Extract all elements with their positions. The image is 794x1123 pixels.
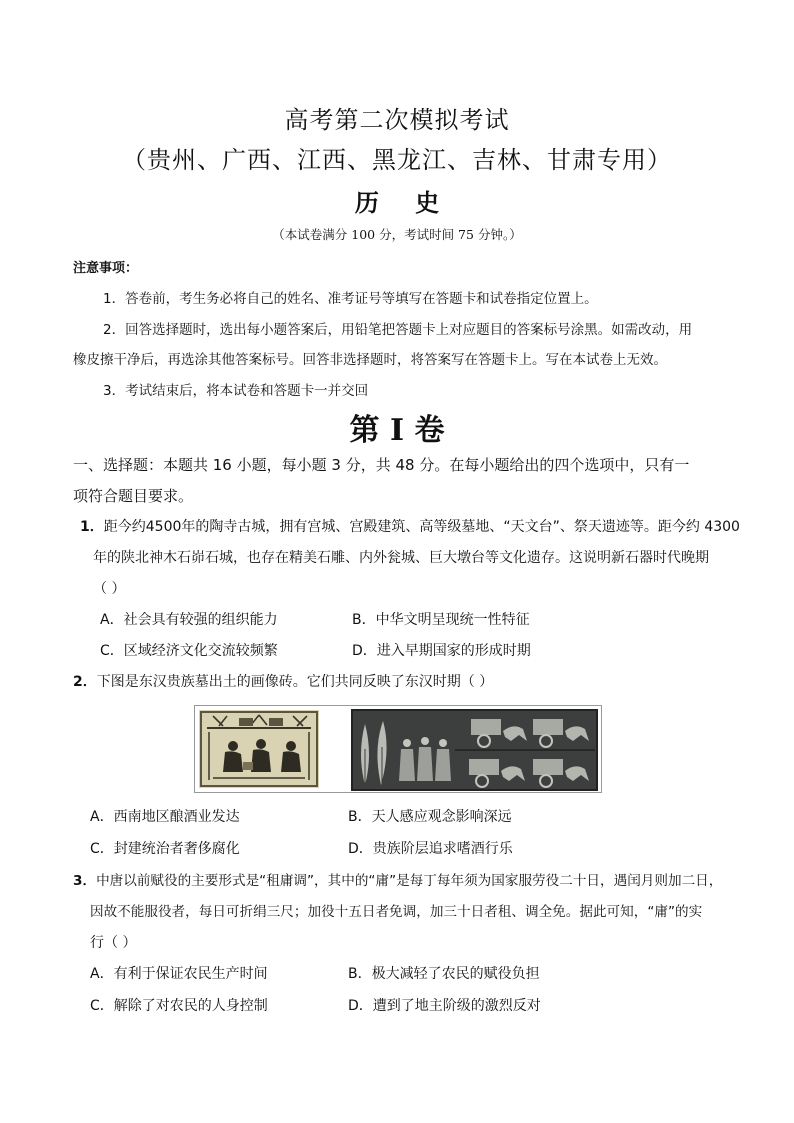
question-2-option-b: B．天人感应观念影响深远 xyxy=(348,809,512,825)
question-3-option-d: D．遭到了地主阶级的激烈反对 xyxy=(348,998,541,1014)
section-title: 第 I 卷 xyxy=(349,413,445,448)
question-number: 2． xyxy=(73,674,97,690)
mc-intro-line-1: 一、选择题：本题共 16 小题，每小题 3 分，共 48 分。在每小题给出的四个选项中，只有一 xyxy=(73,456,690,474)
exam-title: 高考第二次模拟考试 xyxy=(284,106,510,134)
question-number: 3． xyxy=(73,873,97,889)
exam-subtitle: （贵州、广西、江西、黑龙江、吉林、甘肃专用） xyxy=(122,146,672,174)
question-text: 中唐以前赋役的主要形式是“租庸调”，其中的“庸”是每丁每年须为国家服劳役二十日，遇闰月则加二日， xyxy=(96,873,723,889)
question-3-option-b: B．极大减轻了农民的赋役负担 xyxy=(348,966,540,982)
question-number: 1． xyxy=(80,519,104,535)
notice-heading: 注意事项： xyxy=(73,261,139,276)
question-3-option-a: A．有利于保证农民生产时间 xyxy=(90,966,268,982)
notice-item-2-continued: 橡皮擦干净后，再选涂其他答案标号。回答非选择题时，将答案写在答题卡上。写在本试卷上无效。 xyxy=(73,352,667,368)
question-2-line-1 xyxy=(73,667,493,698)
pictorial-bricks-image xyxy=(194,705,602,793)
notice-item-3: 3．考试结束后，将本试卷和答题卡一并交回 xyxy=(103,383,369,399)
question-3-line-2: 因故不能服役者，每日可折绢三尺；加役十五日者免调，加三十日者租、调全免。据此可知，“庸”的实 xyxy=(90,904,703,920)
question-1-option-c: C．区域经济文化交流较频繁 xyxy=(100,643,278,659)
question-text: 距今约4500年的陶寺古城，拥有宫城、宫殿建筑、高等级墓地、“天文台”、祭天遗迹等。距今约 4300 xyxy=(103,519,740,535)
question-3-line-1 xyxy=(73,866,722,897)
question-1-line-3: （ ） xyxy=(93,581,126,597)
subject-title: 历 史 xyxy=(354,188,454,217)
notice-item-2: 2．回答选择题时，选出每小题答案后，用铅笔把答题卡上对应题目的答案标号涂黑。如需改动，用 xyxy=(103,322,693,338)
question-text: 下图是东汉贵族墓出土的画像砖。它们共同反映了东汉时期（ ） xyxy=(96,674,494,690)
question-2-option-a: A．西南地区酿酒业发达 xyxy=(90,809,240,825)
question-1-option-d: D．进入早期国家的形成时期 xyxy=(352,643,531,659)
question-2-option-c: C．封建统治者奢侈腐化 xyxy=(90,841,240,857)
question-1-line-1 xyxy=(80,512,740,543)
question-3-option-c: C．解除了对农民的人身控制 xyxy=(90,998,268,1014)
question-2-option-d: D．贵族阶层追求嗜酒行乐 xyxy=(348,841,513,857)
notice-item-1: 1．答卷前，考生务必将自己的姓名、准考证号等填写在答题卡和试卷指定位置上。 xyxy=(103,291,598,307)
brick-procession-scene-image xyxy=(351,709,598,791)
exam-info: （本试卷满分 100 分，考试时间 75 分钟。） xyxy=(272,227,522,242)
question-1-option-a: A．社会具有较强的组织能力 xyxy=(100,612,278,628)
mc-intro-line-2: 项符合题目要求。 xyxy=(73,487,194,505)
question-3-line-3: 行（ ） xyxy=(90,935,137,951)
question-1-option-b: B．中华文明呈现统一性特征 xyxy=(352,612,530,628)
brick-drinking-scene-image xyxy=(199,710,319,788)
question-1-line-2: 年的陕北神木石峁石城，也存在精美石雕、内外瓮城、巨大墩台等文化遗存。这说明新石器时代晚期 xyxy=(93,550,709,566)
